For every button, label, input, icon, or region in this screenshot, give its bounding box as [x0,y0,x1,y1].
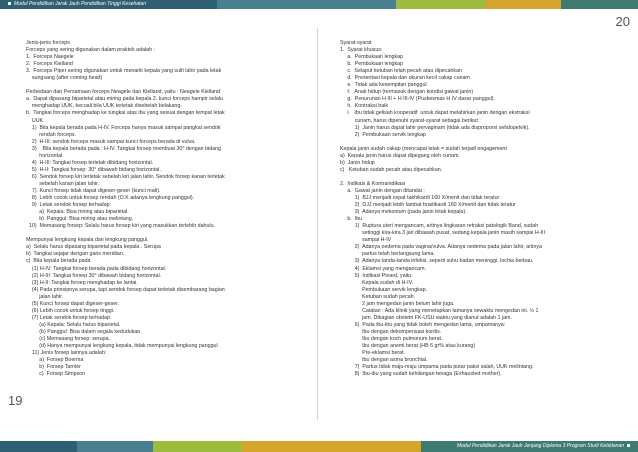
text-line: jalan lahir. [26,293,64,300]
text-line: a. Gawat janin dengan ditandai : [340,187,425,194]
footer-bar-segment [77,441,154,452]
text-line: c. Selaput ketuban telah pecah atau dipecahkan [340,68,462,75]
header-bar-segment [561,0,638,9]
footer-bar-segment [0,441,77,452]
text-line: 1) BJJ menjadi cepat takhikardi 160 X/menit dan tidak teratur [340,195,500,202]
text-line: Forceps yang sering digunakan dalam praktek adalah : [26,47,155,54]
text-line: Perbedaan dan Persamaan forceps Neagele dan Kielland, yaitu : Neagele Kielland [26,89,221,96]
text-line: a. Pembukaan lengkap [340,54,404,61]
text-line: a) Selalu harus dipasang biparietal pada kepala . Serupa [26,244,161,251]
page-divider [317,28,318,420]
text-line: (c) Memasang forsep: serupa. [26,335,110,342]
text-line: 5) Indikasi Pinard, yaitu: [340,272,413,279]
text-line: sungsang (after coming head) [26,75,103,82]
text-line: a) Kepala: Bisa miring atau biparietal. [26,209,129,216]
text-line: 3) Adanya mekonium (pada janin letak kepala). [340,209,467,216]
header-bar-segment [217,0,396,9]
text-line: Syarat-syarat [340,40,372,46]
left-page-content [26,40,308,378]
text-line: Ibu dengan anemi berat (HB 6 gr% atau kurang) [340,343,476,350]
bullet-icon [627,444,630,447]
text-line: 2 jam mengedan janin belum lahir juga. [340,300,455,307]
text-line: b. Ibu [340,216,363,223]
text-line: sampai H-IV [340,237,392,244]
text-line: Kepala janin sudah cakap (mencapai letak = sudah terjadi engagement [340,145,507,152]
text-line: (2) H-III: Tangkai forsep 30° dibawah bidang horizontal. [26,272,162,279]
right-page-content [340,40,628,378]
text-line: (4) Pada prinsipnya serupa, tapi sendok forsep dapat terletak disembarang bagian [26,286,225,293]
footer-title [457,441,630,452]
text-line: b) Janin hidup [340,159,375,166]
text-line: f. Anak hidup (termasuk dengan kondisi gawat janin) [340,89,474,96]
text-line: 8) Ibu-ibu yang sudah kehilangan tenaga (Exhausted mother). [340,371,502,378]
text-line: (6) Lebih cocok untuk forsep tinggi. [26,307,115,314]
text-line: 3) Bila kepala berada pada : H-IV. Tangkai forsep membuat 30° dengan bidang [26,145,221,152]
bullet-icon [8,2,11,5]
header-bar-segment [485,0,562,9]
text-line: i. Ibu tidak gelisah kooperatif untuk dapat melahirkan janin dengan ekstraksi [340,110,530,117]
text-line: b) Panggul: Bisa miring atau melintang. [26,216,134,223]
text-line: 1) Janin harus dapat lahir pervaginam (tidak ada disproporsi sefalopelvik). [340,124,530,131]
text-line: rendah forceps. [26,131,77,138]
text-line: c) Forsep Simpson [26,371,86,378]
text-line: h. Kontraksi baik [340,103,388,110]
text-line: partus telah berlangsung lama. [340,251,435,258]
text-line: sebelah kanan jalan lahir. [26,180,100,187]
text-line: 5) H-II: Tangkai forsep: 30° dibawah bidang horizontal. [26,166,161,173]
text-line: (d) Hanya mempunyai lengkung kepala, tidak mempunyai lengkung panggul [26,343,218,350]
text-line: 10) Memasang forsep: Selalu harus forsep kiri yang masukkan terlebih dahulu. [26,223,216,230]
text-line: Ibu dengan koch pulmonum berat. [340,335,443,342]
text-line: a. Dapat dipasang biparietal atau miring pada kepala 2. kunci forceps hampir selalu [26,96,223,103]
text-line [340,139,628,146]
header-title-text: Modul Pendidikan Jarak Jauh Pendidikan Tinggi Kesehatan [14,1,146,7]
text-line: Mempunyai lengkung kepala dan lengkung panggul. [26,237,149,244]
text-line: (3) H-II: Tangkai forsep menghadap ke lantai. [26,279,138,286]
text-line: c) Bila kepala berada pada [26,258,91,265]
text-line: 2) Pembukaan servik lengkap [340,131,426,138]
header-title [8,0,146,9]
text-line: (b) Panggul: Bisa dalam segala kedudukan. [26,328,142,335]
text-line: b) Forsep Tarnier [26,364,81,371]
text-line: 7) Kunci forsep tidak dapat digeser-geser (kunci mati). [26,187,161,194]
text-line: 4) Eklamsi yang mengancam. [340,265,426,272]
footer-title-text: Modul Pendidikan Jarak Jauh Jenjang Diploma 3 Program Studi Kebidanan [456,443,624,449]
text-line: 2. Forceps Kielland [26,61,73,68]
text-line: a) Kepala janin harus dapat dipegang oleh cunam. [340,152,460,159]
text-line: 7) Partus tidak maju-maju umpama pada putar paksi salah, UUK melintang. [340,364,534,371]
header-bar-segment [396,0,485,9]
text-line: e. Tidak ada kesempitan panggul [340,82,427,89]
text-line: 6) Pada ibu-ibu yang tidak boleh mengedan lama, umpamanya: [340,321,506,328]
text-line: jam. Dibagian obstetri FK-USU waktu yang dianut adalah 1 jam. [340,314,512,321]
text-line: g. Penurunan H III + H III-IV (Puskesmas H IV dasar panggul). [340,96,496,103]
text-line: (7) Letak sendok forsep terhadap: [26,314,112,321]
text-line: 2. Indikasi & Kontraindikasi [340,180,406,187]
text-line: 2) DJJ menjadi lebih lambat bradikardi 160 X/menit dan tidak teratur [340,202,516,209]
text-line: Kepala sudah di H-IV. [340,279,414,286]
text-line: (a) Kepala: Selalu harus biparietal. [26,321,121,328]
text-line: 2) H-III: sendok forceps masuk sampai kunci forceps berada di vulva. [26,138,196,145]
text-line: 2) Adanya oedema pada vagina/vulva. Adanya oedema pada jalan lahir, artinya [340,244,543,251]
text-line: Catatan : Ada klinik yang menetapkan lamanya sewaktu mengedan ini. ½ 1 [340,307,539,314]
text-line: 9) Letak sendok forsep terhadap: [26,202,112,209]
text-line: 3. Forceps Piper sering digunakan untuk menarik kepala yang sulit lahir pada letak [26,68,222,75]
text-line: 4) H-III: Tangkai forsep terletak dibidang horizontal. [26,159,154,166]
text-line: 1) Bila kepala berada pada H-IV. Forceps hanya masuk sampai pangkal sendok [26,124,221,131]
text-line [340,174,628,181]
text-line: a) Forsep Boerma [26,357,84,364]
text-line: 6) Sendok forsep kiri terletak sebelah kiri jalan lahir. Sendok forsep kanan terletak [26,173,225,180]
page-number-right: 20 [615,14,630,29]
text-line: 1. Forceps Naegele [26,54,74,61]
text-line: Jenis-jenis forceps [26,40,70,46]
text-line: 3) Adanya tanda-tanda infeksi, seperti suhu badan meninggi, lochia berbau. [340,258,534,265]
text-line: (1) H-IV: Tangkai forsep berada pada dibidang horizontal. [26,265,167,272]
footer-bar-segment [242,441,421,452]
text-line: b) Tangkai sejajar dengan garis meridian. [26,251,125,258]
text-line: (5) Kunci forsep dapat digeser-geser. [26,300,120,307]
text-line: Ketuban sudah pecah. [340,293,416,300]
text-line: Pembukaan servik lengkap. [340,286,428,293]
page-number-left: 19 [8,393,23,408]
text-line: setinggi kira-kira 3 jari dibawah pusat, sedang kepala janin masih sampai H-III [340,230,545,237]
text-line: 11) Jenis forsep lainnya adalah: [26,350,107,357]
text-line: cunam, harus dipenuhi syarat-syarat sebagai berikut : [340,117,481,124]
text-line: menghadap UUK, kecuali bila UUK terletak disebelah belakang. [26,103,182,110]
text-line: 1. Syarat khusus: [340,47,383,54]
text-line: horizontal. [26,152,64,159]
text-line: 1) Ruptura uteri mengancam, artinya lingkaran retraksi patologik Band, sudah [340,223,539,230]
text-line: c) Ketuban sudah pecah atau dipecahkan. [340,166,443,173]
text-line: d. Presentasi kepala dan ukuran kecil cakap cunam [340,75,470,82]
text-line: Pre-eklamsi berat. [340,350,406,357]
text-line: Ibu dengan dekompensasi kordis. [340,328,442,335]
text-line: UUK. [26,117,45,124]
text-line: 8) Lebih cocok untuk forsep rendah (O.K adanya lengkung panggul). [26,195,195,202]
text-line: b. Tangkai forceps menghadap ke tungkai atas ibu yang sesuai dengan tempat letak [26,110,225,117]
text-line: Ibu dengan asma bronchial. [340,357,428,364]
text-line: b. Pembukaan lengkap [340,61,404,68]
footer-bar-segment [153,441,242,452]
text-line [26,230,308,237]
text-line [26,82,308,89]
